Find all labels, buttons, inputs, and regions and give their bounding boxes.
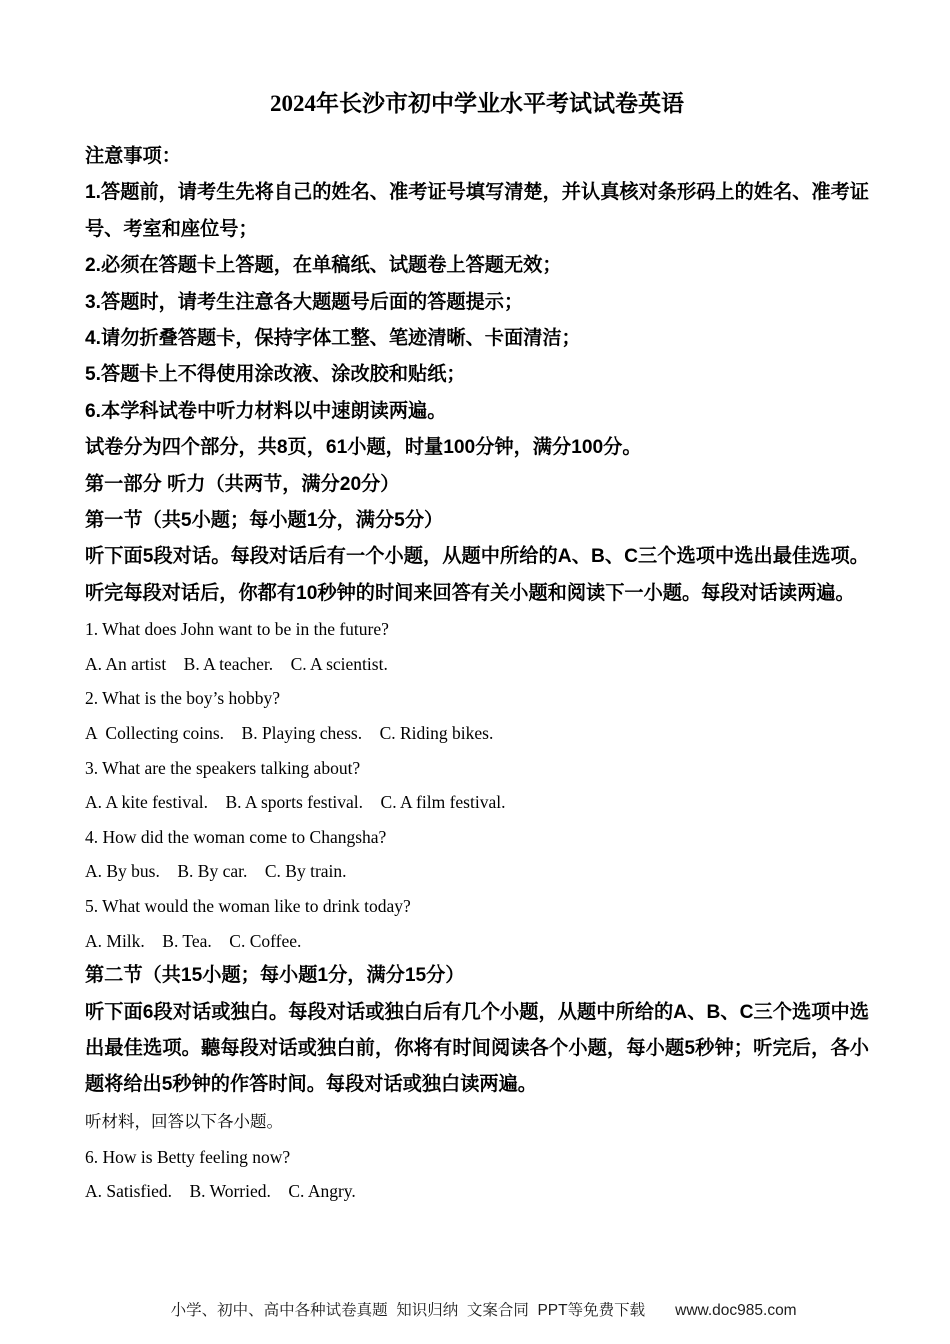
question-text: 5. What would the woman like to drink today? (85, 896, 411, 917)
question-block (85, 612, 869, 681)
question-text: 3. What are the speakers talking about? (85, 757, 361, 778)
question-options: A. Satisfied. B. Worried. C. Angry. (85, 1181, 356, 1202)
question-text: 4. How did the woman come to Changsha? (85, 826, 387, 847)
page-content (85, 84, 869, 1209)
section2-heading: 第二节（共15小题；每小题1分，满分15分） (85, 965, 465, 987)
question-options: A. A kite festival. B. A sports festival. C. A film festival. (85, 792, 506, 813)
footer-site-url: www.doc985.com (675, 1302, 797, 1319)
material-prompt: 听材料，回答以下各小题。 (85, 1112, 283, 1131)
question-options: A. An artist B. A teacher. C. A scientist. (85, 653, 388, 674)
notice-item-4: 4.请勿折叠答题卡，保持字体工整、笔迹清晰、卡面清洁； (85, 328, 581, 350)
section2-instructions: 听下面6段对话或独白。每段对话或独白后有几个小题，从题中所给的A、B、C三个选项中选出最佳选项。聽每段对话或独白前，你将有时间阅读各个小题，每小题5秒钟；听完后，各小题将给出5秒钟的作答时间。每段对话或独白读两遍。 (85, 1001, 869, 1096)
notice-item-3: 3.答题时，请考生注意各大题题号后面的答题提示； (85, 291, 524, 313)
page-title: 2024年长沙市初中学业水平考试试卷英语 (270, 91, 684, 116)
question-block (85, 1140, 869, 1209)
notice-item-2: 2.必须在答题卡上答题，在单稿纸、试题卷上答题无效； (85, 255, 562, 277)
notice-item-6: 6.本学科试卷中听力材料以中速朗读两遍。 (85, 400, 447, 422)
question-text: 2. What is the boy’s hobby? (85, 688, 281, 709)
section1-instructions: 听下面5段对话。每段对话后有一个小题，从题中所给的A、B、C三个选项中选出最佳选项。听完每段对话后，你都有10秒钟的时间来回答有关小题和阅读下一小题。每段对话读两遍。 (85, 546, 869, 604)
question-options: A. Milk. B. Tea. C. Coffee. (85, 930, 302, 951)
question-block (85, 889, 869, 958)
question-options: A Collecting coins. B. Playing chess. C. Riding bikes. (85, 723, 494, 744)
question-options: A. By bus. B. By car. C. By train. (85, 861, 347, 882)
paper-summary: 试卷分为四个部分，共8页，61小题，时量100分钟，满分100分。 (85, 437, 642, 459)
section1-heading: 第一节（共5小题；每小题1分，满分5分） (85, 510, 444, 532)
notice-heading: 注意事项： (85, 146, 181, 167)
question-block (85, 751, 869, 820)
notice-item-1: 1.答题前，请考生先将自己的姓名、准考证号填写清楚，并认真核对条形码上的姓名、准考证号、考室和座位号； (85, 182, 869, 240)
page-footer (0, 1280, 950, 1338)
question-text: 1. What does John want to be in the future? (85, 619, 389, 640)
part1-heading: 第一部分 听力（共两节，满分20分） (85, 473, 400, 495)
question-block (85, 681, 869, 750)
question-block (85, 820, 869, 889)
footer-promo-text: 小学、初中、高中各种试卷真题 知识归纳 文案合同 PPT等免费下载 (170, 1302, 646, 1319)
question-text: 6. How is Betty feeling now? (85, 1146, 291, 1167)
notice-item-5: 5.答题卡上不得使用涂改液、涂改胶和贴纸； (85, 364, 466, 386)
